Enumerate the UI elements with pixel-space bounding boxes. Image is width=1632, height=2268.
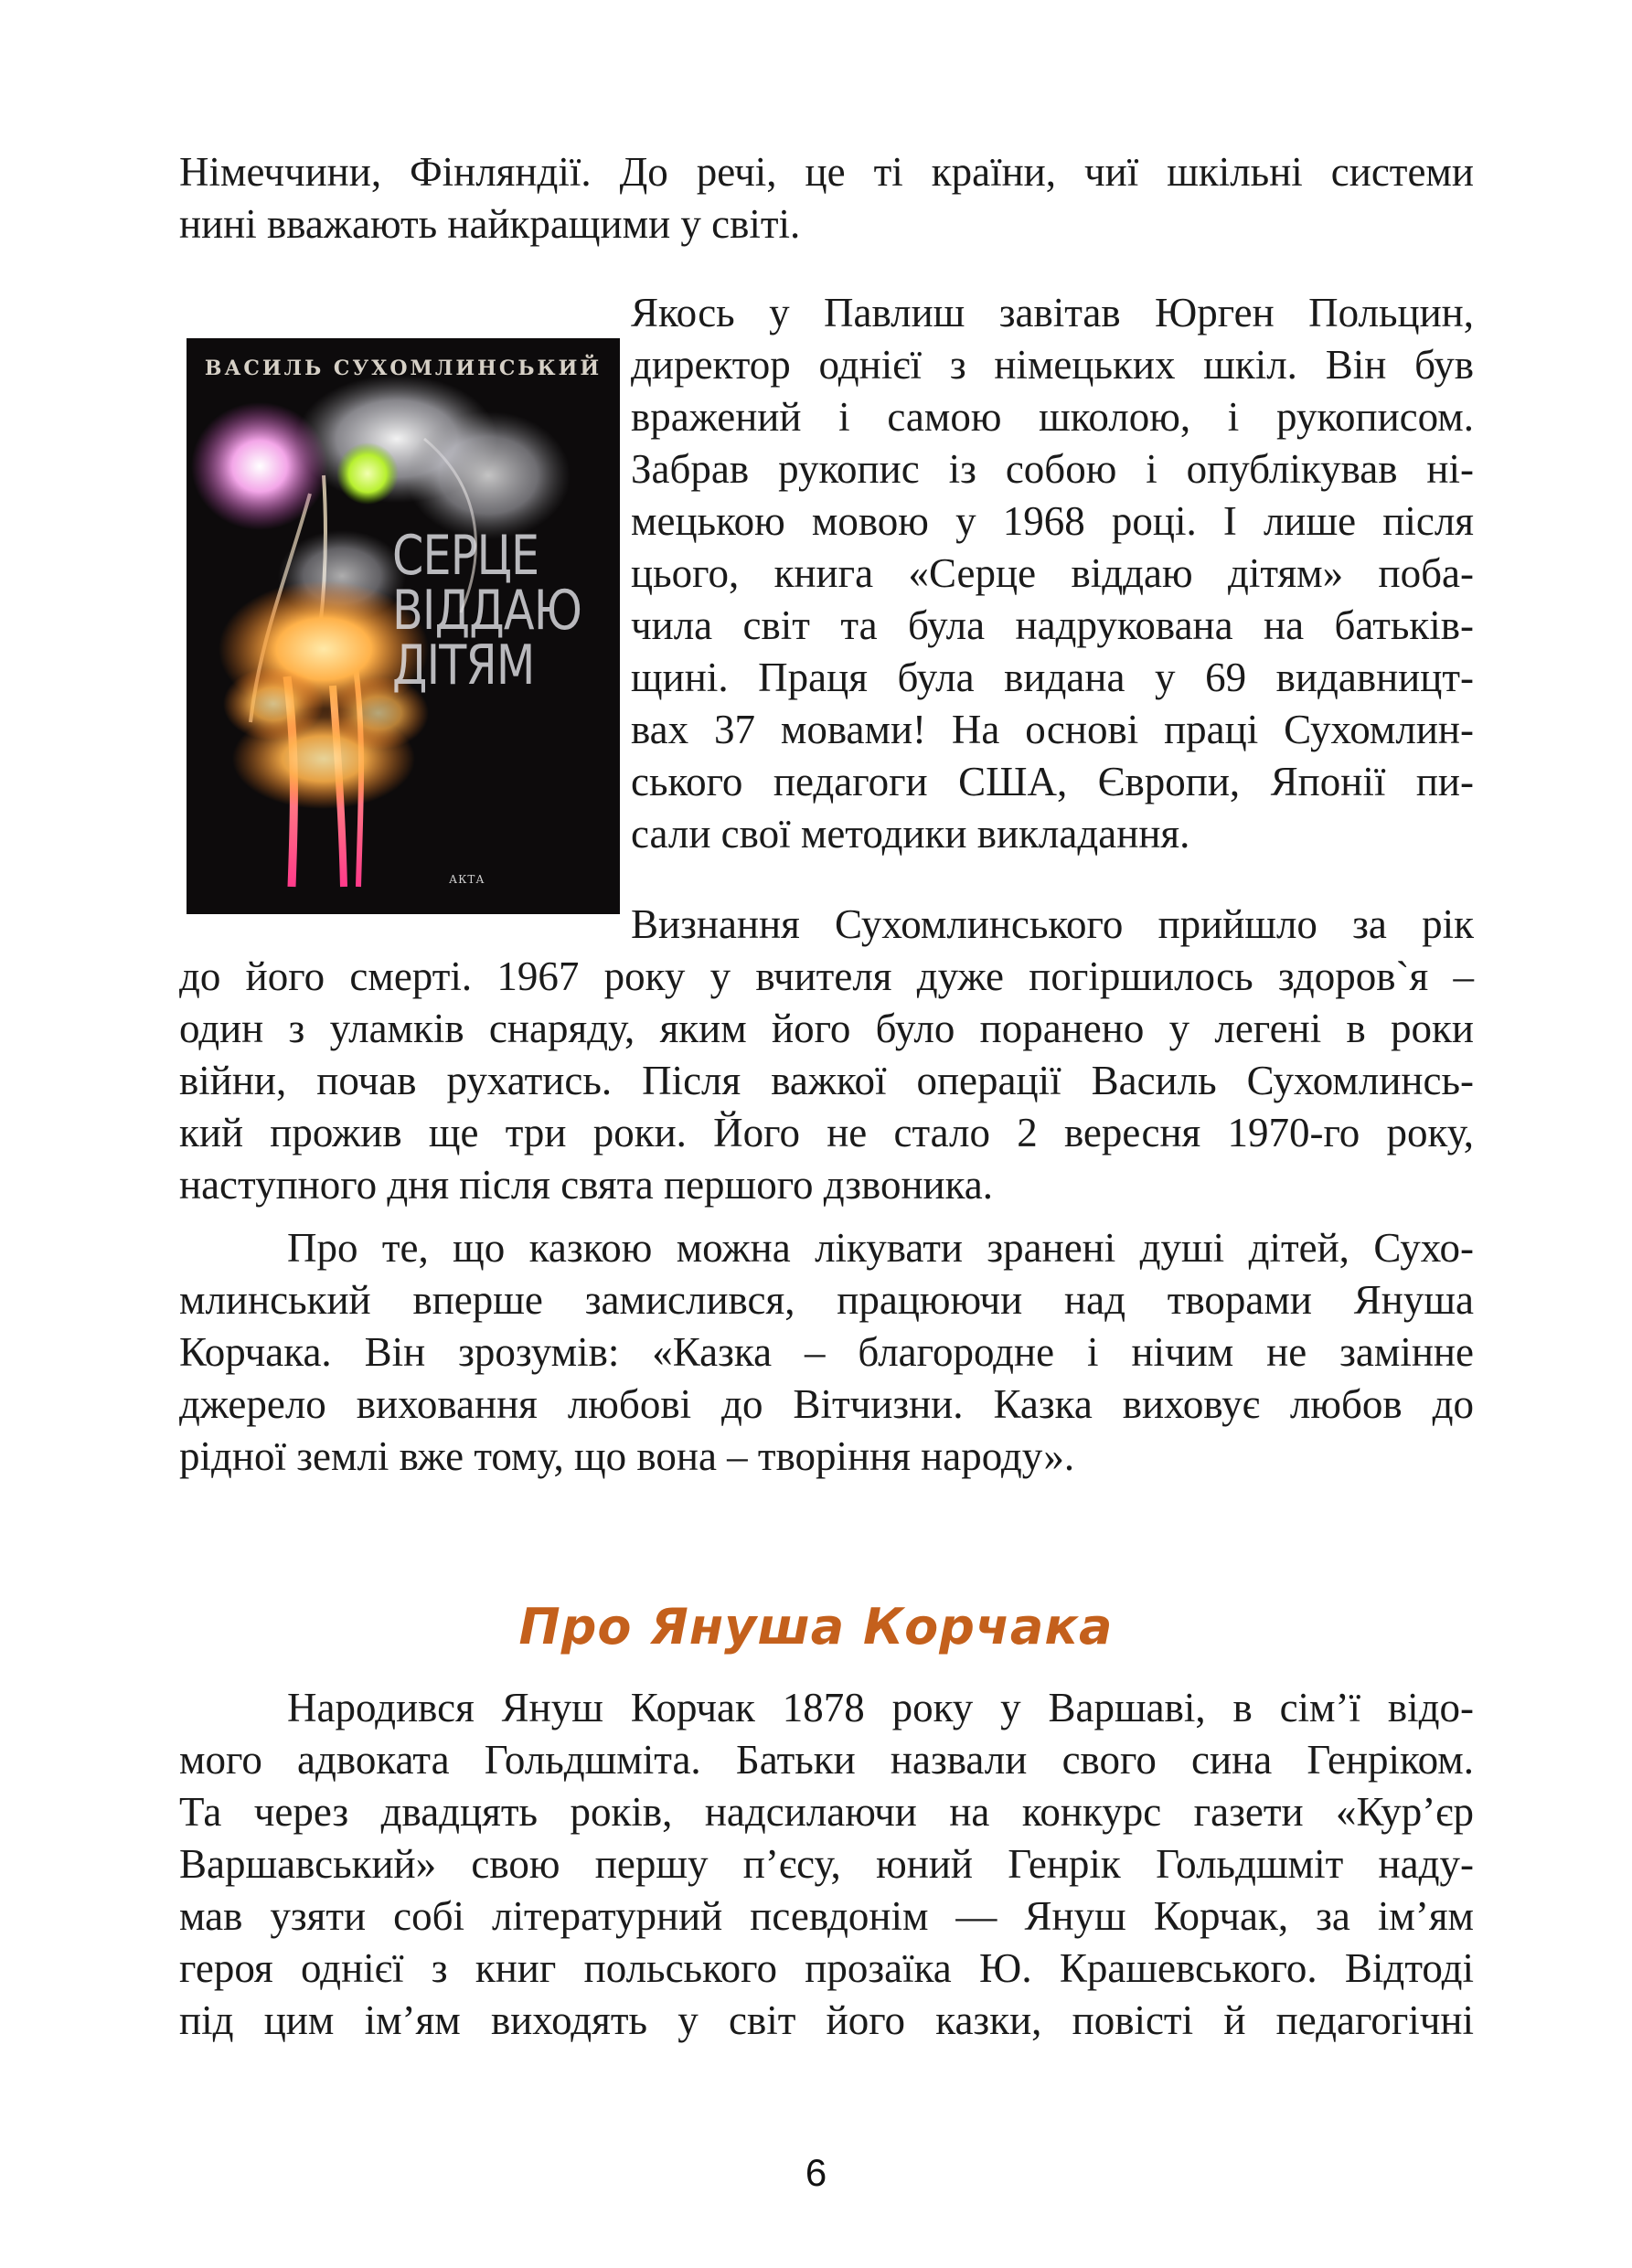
text-line: Та через двадцять років, надсилаючи на конкурс газети «Кур’єр [179, 1789, 1474, 1835]
text-line: мецькою мовою у 1968 році. І лише після [631, 498, 1474, 544]
cover-title-line: ДІТЯМ [392, 634, 535, 697]
text-line: мого адвоката Гольдшміта. Батьки назвали свого сина Генріком. [179, 1737, 1474, 1783]
text-line: цього, книга «Серце віддаю дітям» поба- [631, 550, 1474, 596]
paragraph-recognition-first-line [631, 899, 1474, 951]
text-line: сали свої методики викладання. [631, 811, 1190, 857]
text-line: війни, почав рухатись. Після важкої операції Василь Сухомлинсь- [179, 1058, 1474, 1103]
paragraph-korczak [179, 1682, 1474, 2047]
text-line: мав узяти собі літературний псевдонім — Януш Корчак, за ім’ям [179, 1893, 1474, 1939]
text-line: млинський вперше замислився, працюючи над творами Януша [179, 1277, 1474, 1323]
paragraph-intro [179, 146, 1474, 250]
text-line: Визнання Сухомлинського прийшло за рік [631, 901, 1474, 947]
paragraph-fairy-tale [179, 1222, 1474, 1483]
text-line: один з уламків снаряду, яким його було поранено у легені в роки [179, 1006, 1474, 1051]
text-line: джерело виховання любові до Вітчизни. Казка виховує любов до [179, 1381, 1474, 1427]
text-line: кий прожив ще три роки. Його не стало 2 вересня 1970-го року, [179, 1110, 1474, 1155]
text-line: під цим ім’ям виходять у світ його казки, повісті й педагогічні [179, 1997, 1474, 2043]
paragraph-recognition [179, 951, 1474, 1211]
text-line: вражений і самою школою, і рукописом. [631, 394, 1474, 440]
text-line: Забрав рукопис із собою і опублікував ні- [631, 446, 1474, 492]
text-line: Якось у Павлиш завітав Юрген Польцин, [631, 290, 1474, 335]
text-line: Корчака. Він зрозумів: «Казка – благородне і нічим не замінне [179, 1329, 1474, 1375]
book-cover-image [187, 338, 620, 914]
text-line: директор однієї з німецьких шкіл. Він був [631, 342, 1474, 388]
cover-title [392, 524, 581, 697]
text-line: героя однієї з книг польського прозаїка Ю. Крашевського. Відтоді [179, 1945, 1474, 1991]
text-line: ського педагоги США, Європи, Японії пи- [631, 759, 1474, 804]
cover-author: ВАСИЛЬ СУХОМЛИНСЬКИЙ [204, 357, 603, 380]
section-heading: Про Януша Корчака [518, 1598, 1114, 1656]
text-line: наступного дня після свята першого дзвоника. [179, 1162, 994, 1208]
text-line: Про те, що казкою можна лікувати зранені душі дітей, Сухо- [287, 1225, 1474, 1271]
cover-title-line: СЕРЦЕ [392, 524, 539, 588]
text-line: рідної землі вже тому, що вона – творіння народу». [179, 1433, 1075, 1479]
text-line: Варшавський» свою першу п’єсу, юний Генрік Гольдшміт наду- [179, 1841, 1474, 1887]
cover-publisher: АКТА [449, 873, 485, 886]
text-line: чила світ та була надрукована на батьків- [631, 602, 1474, 648]
text-line: нині вважають найкращими у світі. [179, 201, 801, 247]
page-number: 6 [805, 2151, 827, 2194]
paragraph-polzin [631, 287, 1474, 860]
text-line: до його смерті. 1967 року у вчителя дуже погіршилось здоров`я – [179, 953, 1474, 999]
text-line: Народився Януш Корчак 1878 року у Варшаві, в сім’ї відо- [287, 1685, 1474, 1730]
text-line: вах 37 мовами! На основі праці Сухомлин- [631, 707, 1474, 752]
cover-title-line: ВІДДАЮ [392, 579, 581, 643]
text-line: щині. Праця була видана у 69 видавницт- [631, 655, 1474, 700]
text-line: Німеччини, Фінляндії. До речі, це ті країни, чиї шкільні системи [179, 149, 1474, 195]
